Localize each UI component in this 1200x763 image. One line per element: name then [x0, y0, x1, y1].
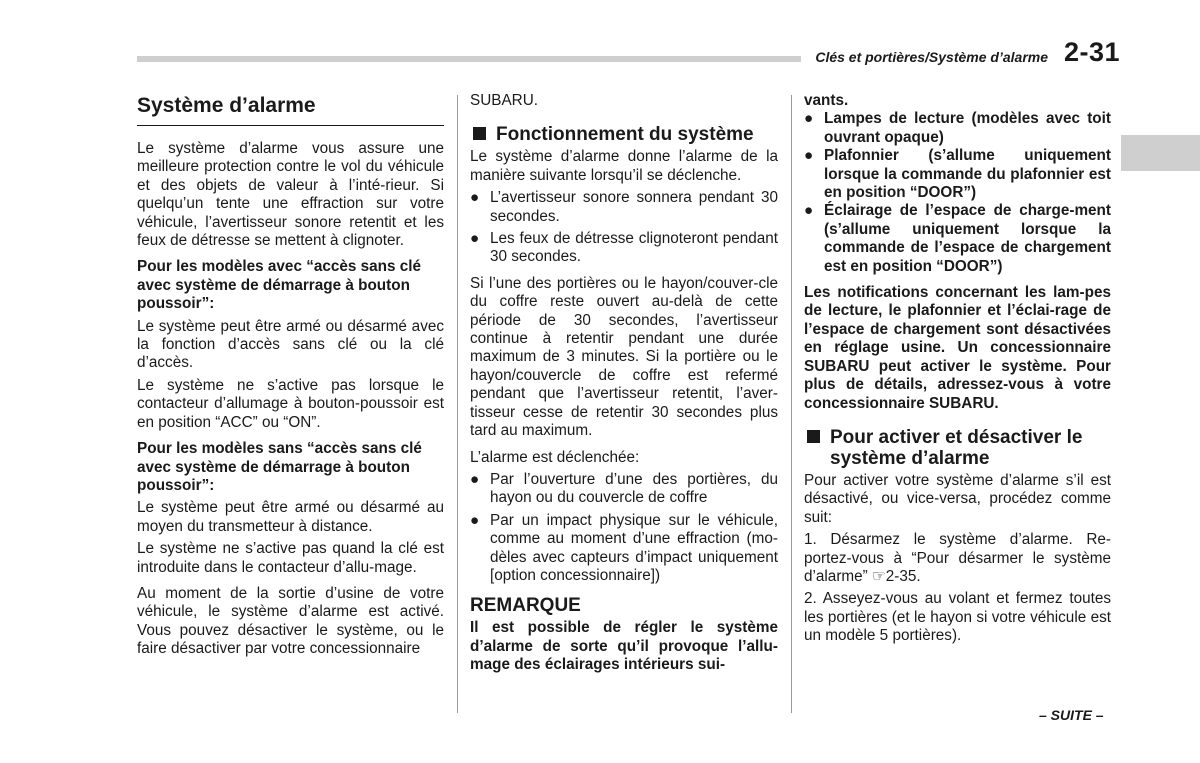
- list-item: ● Plafonnier (s’allume uniquement lorsque la commande du plafonnier est en position “DOOR”): [804, 147, 1111, 202]
- list-item: ● Éclairage de l’espace de charge-ment (s’allume uniquement lorsque la commande de l’espace de chargement est en position “DOOR”): [804, 202, 1111, 275]
- triggered-label: L’alarme est déclenchée:: [470, 448, 640, 466]
- continued-text: SUBARU.: [470, 92, 538, 109]
- remark-title: REMARQUE: [470, 595, 581, 617]
- list-item: ● Lampes de lecture (modèles avec toit ouvrant opaque): [804, 110, 1111, 146]
- square-bullet-icon: [807, 430, 820, 443]
- bullet-icon: ●: [804, 202, 814, 220]
- keyless-paragraph-1: Le système peut être armé ou désarmé avec la fonction d’accès sans clé ou la clé d’accès.: [137, 317, 444, 372]
- bullet-icon: ●: [470, 189, 480, 207]
- continued-marker: – SUITE –: [1039, 707, 1104, 723]
- chapter-tab: [1121, 135, 1200, 171]
- continued-text: vants.: [804, 92, 849, 109]
- activate-intro: Pour activer votre système d’alarme s’il est désactivé, ou vice-versa, procédez comme suit:: [804, 471, 1111, 526]
- remark-text: Il est possible de régler le système d’alarme de sorte qu’il provoque l’allu-mage des éclairages intérieurs sui-: [470, 619, 778, 674]
- step-1: 1. Désarmez le système d’alarme. Re-portez-vous à “Pour désarmer le système d’alarme” ☞2-35.: [804, 531, 1111, 585]
- activate-heading: Pour activer et désactiver le système d’alarme: [804, 427, 1111, 469]
- column-3: [804, 92, 1111, 646]
- header-rule: [137, 56, 801, 62]
- list-item: ● Les feux de détresse clignoteront pendant 30 secondes.: [470, 230, 778, 266]
- list-item: ● Par l’ouverture d’une des portières, du hayon ou du couvercle de coffre: [470, 470, 778, 507]
- operation-intro: Le système d’alarme donne l’alarme de la manière suivante lorsqu’il se déclenche.: [470, 148, 778, 184]
- notice-paragraph: Les notifications concernant les lam-pes de lecture, le plafonnier et l’éclai-rage de l’espace de chargement sont désactivées en réglage usine. Un concessionnaire SUBARU peut activer le système. Pour plus de détails, adressez-vous à votre concessionnaire SUBARU.: [804, 284, 1111, 412]
- keyless-heading: Pour les modèles avec “accès sans clé avec système de démarrage à bouton poussoir”:: [137, 258, 422, 313]
- page-title: Système d’alarme: [137, 94, 444, 126]
- no-keyless-paragraph-1: Le système peut être armé ou désarmé au moyen du transmetteur à distance.: [137, 499, 444, 535]
- list-item: ● L’avertisseur sonore sonnera pendant 30 secondes.: [470, 189, 778, 225]
- factory-paragraph: Au moment de la sortie d’usine de votre véhicule, le système d’alarme est activé. Vous pouvez désactiver le système, ou le faire désactiver par votre concessionnaire: [137, 584, 444, 658]
- bullet-icon: ●: [804, 147, 814, 165]
- intro-paragraph: Le système d’alarme vous assure une meilleure protection contre le vol du véhicule et des objets de valeur à l’inté-rieur. Si quelqu’un tente une effraction sur votre véhicule, l’avertisseur sonore retentit et les feux de détresse se mettent à clignoter.: [137, 140, 444, 250]
- no-keyless-heading: Pour les modèles sans “accès sans clé avec système de démarrage à bouton poussoir”:: [137, 440, 422, 494]
- no-keyless-paragraph-2: Le système ne s’active pas quand la clé est introduite dans le contacteur d’allu-mage.: [137, 540, 444, 576]
- bullet-icon: ●: [470, 470, 480, 488]
- step-2: 2. Asseyez-vous au volant et fermez toutes les portières (et le hayon si votre véhicule est un modèle 5 portières).: [804, 590, 1111, 645]
- bullet-icon: ●: [470, 511, 480, 529]
- column-1: [137, 92, 444, 659]
- section-title: Clés et portières/Système d’alarme: [815, 49, 1048, 65]
- list-item: ● Par un impact physique sur le véhicule, comme au moment d’une effraction (mo-dèles avec capteurs d’impact uniquement [option concessionnaire]): [470, 511, 778, 584]
- column-2: [470, 92, 778, 675]
- column-divider: [791, 95, 792, 713]
- bullet-icon: ●: [804, 110, 814, 128]
- operation-heading: Fonctionnement du système: [470, 124, 778, 145]
- door-paragraph: Si l’une des portières ou le hayon/couver-cle du coffre reste ouvert au-delà de cette période de 30 secondes, l’avertisseur continue à retentir pendant une durée maximum de 3 minutes. Si la portière ou le hayon/couvercle de coffre est refermé pendant que l’avertisseur retentit, l’aver-tisseur cesse de retentir 30 secondes plus tard au maximum.: [470, 274, 778, 440]
- page-number: 2-31: [1064, 37, 1121, 67]
- bullet-icon: ●: [470, 230, 480, 248]
- column-divider: [457, 95, 458, 713]
- square-bullet-icon: [473, 127, 486, 140]
- keyless-paragraph-2: Le système ne s’active pas lorsque le contacteur d’allumage à bouton-poussoir est en position “ACC” ou “ON”.: [137, 376, 444, 431]
